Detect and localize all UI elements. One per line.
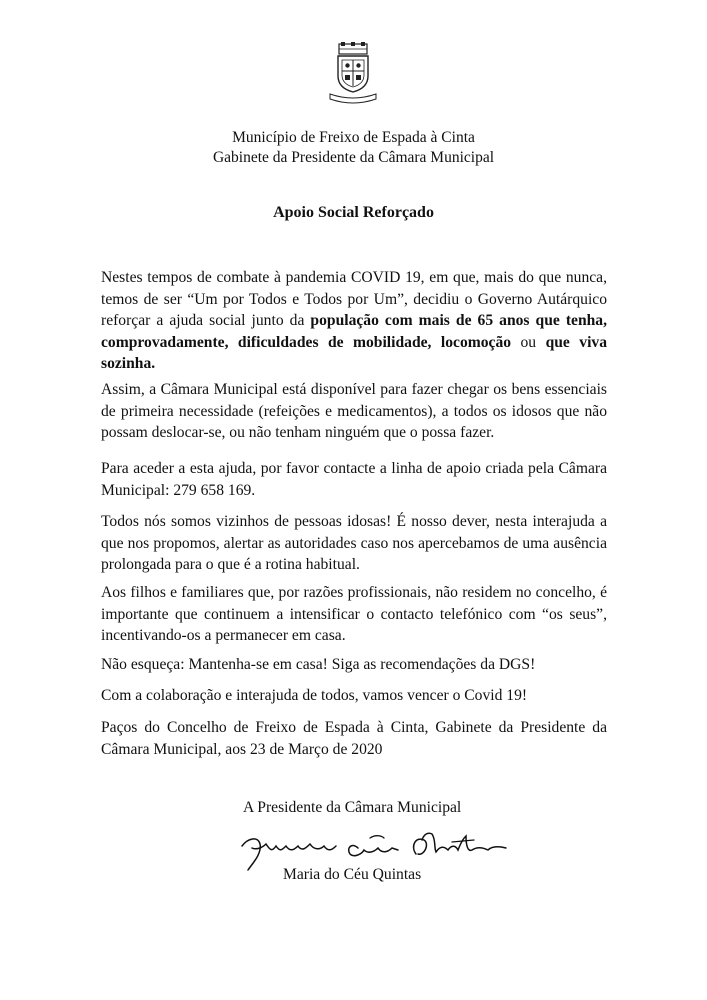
paragraph-intro-connector: ou — [511, 333, 546, 351]
office-name: Gabinete da Presidente da Câmara Municipal — [212, 149, 495, 166]
signatory-name: Maria do Céu Quintas — [283, 866, 422, 883]
paragraph-stay-home: Não esqueça: Mantenha-se em casa! Siga as recomendações da DGS! — [101, 656, 536, 673]
signatory-role: A Presidente da Câmara Municipal — [243, 799, 462, 816]
municipal-coat-of-arms-icon — [327, 42, 379, 106]
paragraph-intro — [101, 267, 607, 375]
paragraph-intro-bold-target: população com mais de 65 anos que tenha, comprovadamente, dificuldades de mobilidade, locomoção — [101, 312, 608, 351]
handwritten-signature — [238, 824, 518, 872]
paragraph-family: Aos filhos e familiares que, por razões profissionais, não residem no concelho, é importante que continuem a intensificar o contacto telefónico com “os seus”, incentivando-os a permanecer em casa. — [101, 584, 607, 644]
paragraph-place-date: Paços do Concelho de Freixo de Espada à Cinta, Gabinete da Presidente da Câmara Municipal, aos 23 de Março de 2020 — [101, 719, 607, 758]
paragraph-services: Assim, a Câmara Municipal está disponível para fazer chegar os bens essenciais de primeira necessidade (refeições e medicamentos), a todos os idosos que não possam deslocar-se, ou não tenham ninguém que o possa fazer. — [101, 381, 607, 441]
paragraph-contact-line: Para aceder a esta ajuda, por favor contacte a linha de apoio criada pela Câmara Municipal: 279 658 169. — [101, 460, 607, 499]
paragraph-together: Com a colaboração e interajuda de todos, vamos vencer o Covid 19! — [101, 687, 528, 704]
paragraph-neighbours: Todos nós somos vizinhos de pessoas idosas! É nosso dever, nesta interajuda a que nos propomos, alertar as autoridades caso nos apercebamos de uma ausência prolongada para o que é a rotina habitual. — [101, 513, 607, 573]
paragraph-intro-bold-alone: que viva sozinha. — [101, 333, 608, 372]
document-title: Apoio Social Reforçado — [273, 204, 434, 221]
paragraph-intro-text: Nestes tempos de combate à pandemia COVID 19, em que, mais do que nunca, temos de ser “Um por Todos e Todos por Um”, decidiu o Governo Autárquico reforçar a ajuda social junto da — [101, 269, 607, 329]
municipality-name: Município de Freixo de Espada à Cinta — [232, 129, 475, 146]
